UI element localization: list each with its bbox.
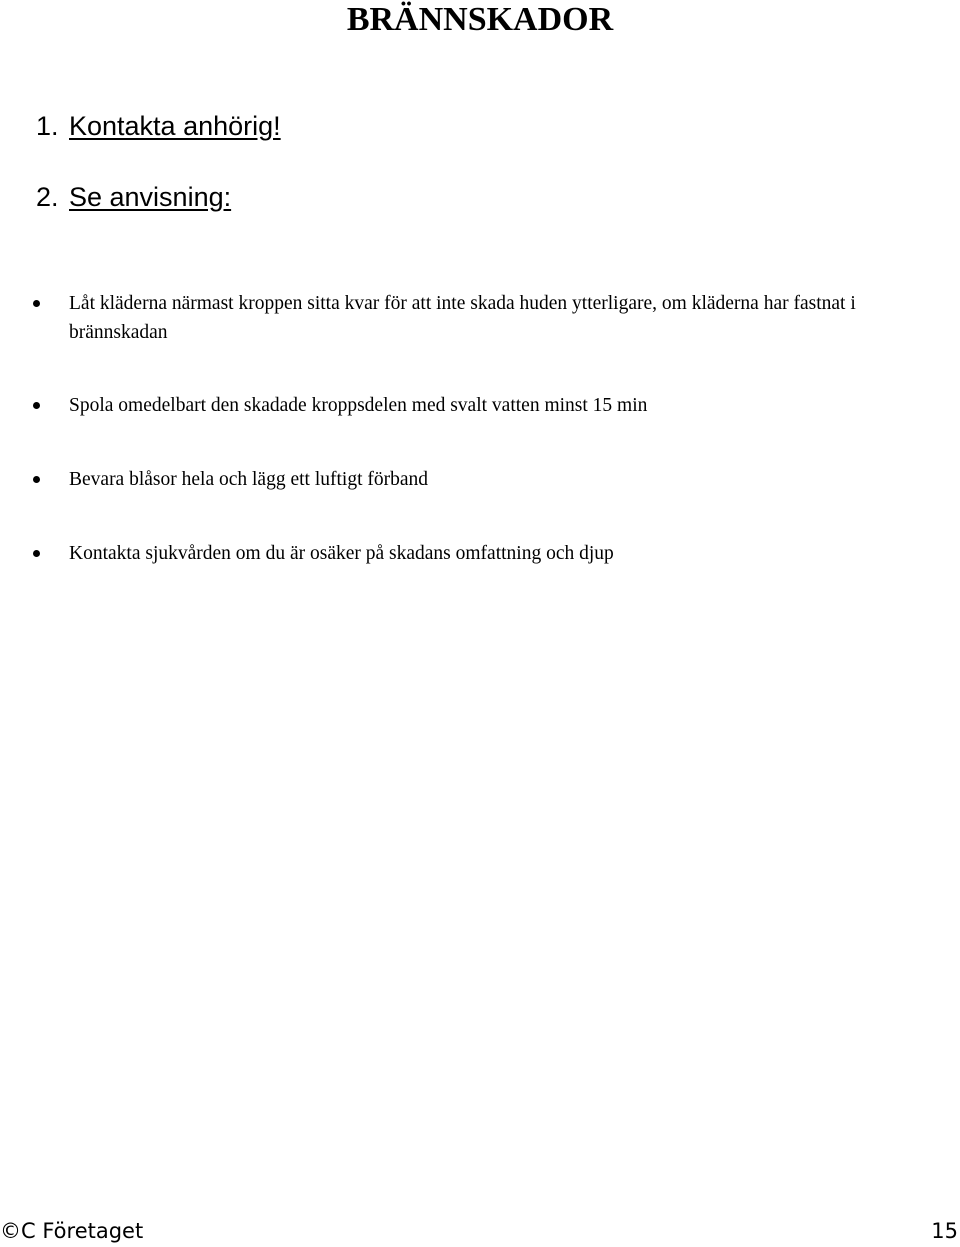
bullet-icon (33, 300, 40, 307)
list-item (69, 289, 944, 347)
footer-copyright: ©C Företaget (0, 1219, 144, 1243)
list-item-text: Låt kläderna närmast kroppen sitta kvar för att inte skada huden ytterligare, om kläderna har fastnat i brännskadan (69, 293, 856, 343)
bullet-icon (33, 476, 40, 483)
page-title: BRÄNNSKADOR (346, 1, 614, 38)
bullet-icon (33, 550, 40, 557)
list-item-text: Spola omedelbart den skadade kroppsdelen med svalt vatten minst 15 min (69, 395, 648, 416)
item-number: 2. (36, 182, 59, 212)
bullet-icon (33, 402, 40, 409)
list-item-text: Bevara blåsor hela och lägg ett luftigt förband (69, 469, 428, 490)
item-number: 1. (36, 111, 59, 141)
numbered-item-contact-relative (36, 110, 281, 142)
numbered-item-see-instructions (36, 181, 231, 213)
contact-relative-link[interactable]: Kontakta anhörig! (69, 111, 281, 141)
list-item (69, 391, 944, 420)
footer-page-number: 15 (931, 1219, 958, 1243)
list-item (69, 465, 944, 494)
list-item-text: Kontakta sjukvården om du är osäker på skadans omfattning och djup (69, 543, 614, 564)
see-instructions-link[interactable]: Se anvisning: (69, 182, 232, 212)
list-item (69, 539, 944, 568)
